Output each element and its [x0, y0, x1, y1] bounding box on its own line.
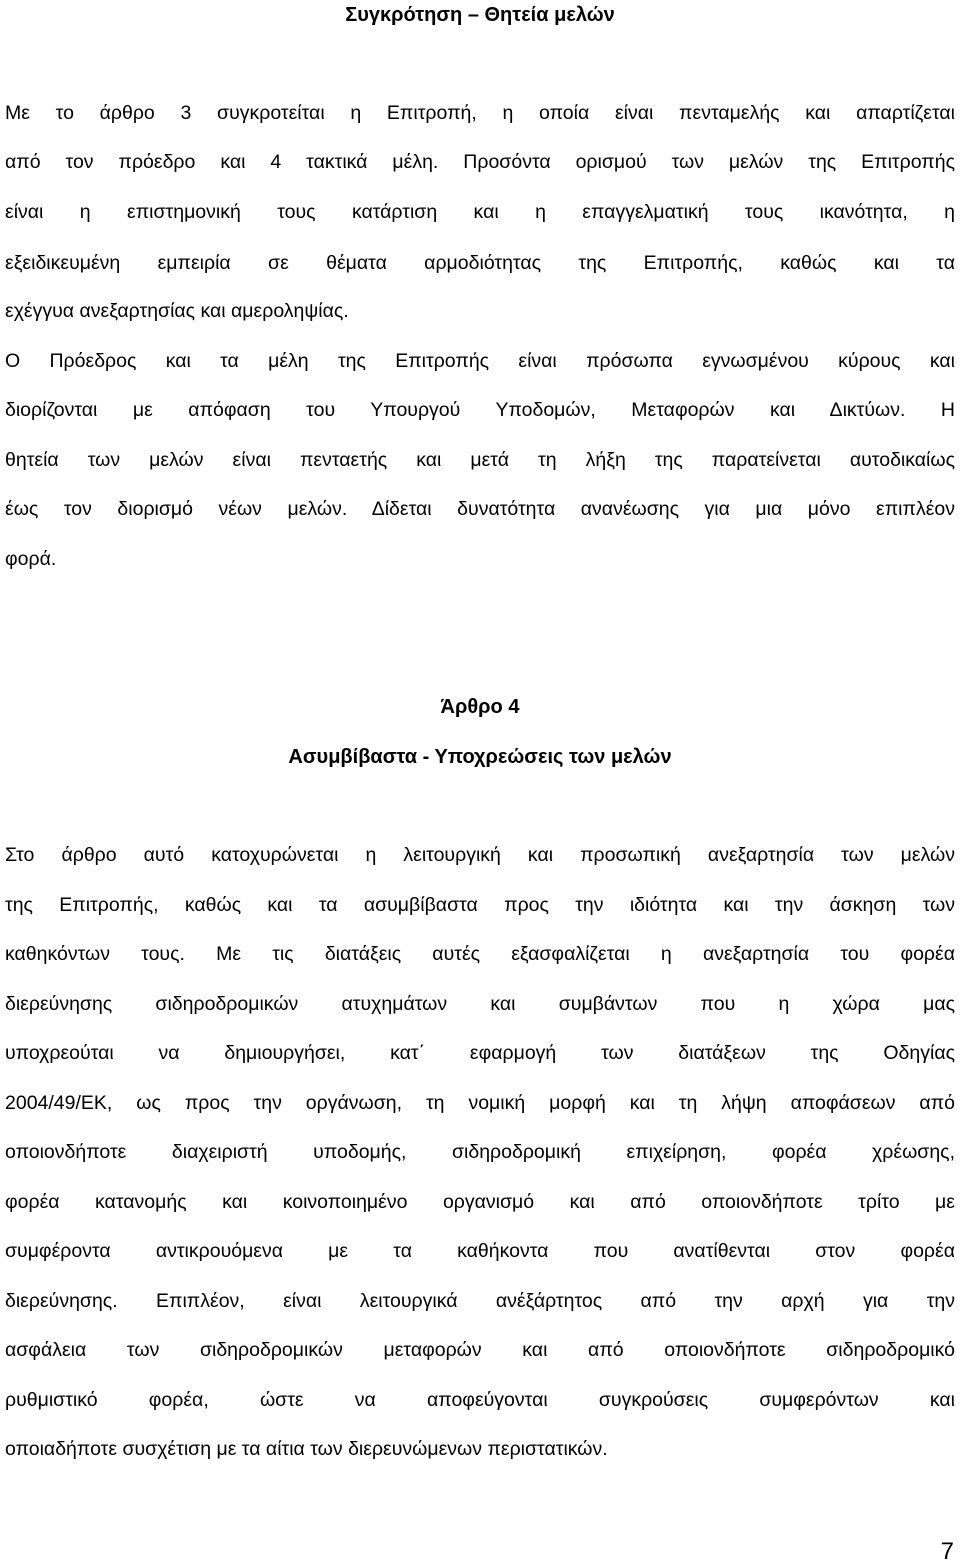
text-line: φορά. — [5, 548, 57, 570]
section-title: Συγκρότηση – Θητεία μελών — [345, 4, 615, 26]
text-line: από τον πρόεδρο και 4 τακτικά μέλη. Προσόντα ορισμού των μελών της Επιτροπής — [5, 151, 955, 173]
text-line: 2004/49/ΕΚ, ως προς την οργάνωση, τη νομική μορφή και τη λήψη αποφάσεων από — [5, 1092, 955, 1114]
text-line: καθηκόντων τους. Με τις διατάξεις αυτές εξασφαλίζεται η ανεξαρτησία του φορέα — [5, 943, 955, 965]
article-number: Άρθρο 4 — [440, 696, 520, 718]
text-line: είναι η επιστημονική τους κατάρτιση και η επαγγελματική τους ικανότητα, η — [5, 201, 955, 223]
page-number: 7 — [940, 1538, 954, 1565]
text-line: της Επιτροπής, καθώς και τα ασυμβίβαστα προς την ιδιότητα και την άσκηση των — [5, 894, 955, 916]
text-line: συμφέροντα αντικρουόμενα με τα καθήκοντα που ανατίθενται στον φορέα — [5, 1240, 955, 1262]
text-line: Στο άρθρο αυτό κατοχυρώνεται η λειτουργική και προσωπική ανεξαρτησία των μελών — [5, 844, 955, 866]
text-line: θητεία των μελών είναι πενταετής και μετά τη λήξη της παρατείνεται αυτοδικαίως — [5, 449, 955, 471]
text-line: διορίζονται με απόφαση του Υπουργού Υποδομών, Μεταφορών και Δικτύων. Η — [5, 399, 955, 421]
text-line: οποιαδήποτε συσχέτιση με τα αίτια των διερευνώμενων περιστατικών. — [5, 1438, 608, 1460]
text-line: φορέα κατανομής και κοινοποιημένο οργανισμό και από οποιονδήποτε τρίτο με — [5, 1191, 955, 1213]
text-line: διερεύνησης. Επιπλέον, είναι λειτουργικά ανέξάρτητος από την αρχή για την — [5, 1290, 955, 1312]
text-line: υποχρεούται να δημιουργήσει, κατ΄ εφαρμογή των διατάξεων της Οδηγίας — [5, 1042, 955, 1064]
text-line: έως τον διορισμό νέων μελών. Δίδεται δυνατότητα ανανέωσης για μια μόνο επιπλέον — [5, 498, 955, 520]
text-line: εξειδικευμένη εμπειρία σε θέματα αρμοδιότητας της Επιτροπής, καθώς και τα — [5, 252, 955, 274]
text-line: Ο Πρόεδρος και τα μέλη της Επιτροπής είναι πρόσωπα εγνωσμένου κύρους και — [5, 350, 955, 372]
text-line: οποιονδήποτε διαχειριστή υποδομής, σιδηροδρομική επιχείρηση, φορέα χρέωσης, — [5, 1141, 955, 1163]
text-line: εχέγγυα ανεξαρτησίας και αμεροληψίας. — [5, 300, 349, 322]
text-line: ασφάλεια των σιδηροδρομικών μεταφορών και από οποιονδήποτε σιδηροδρομικό — [5, 1339, 955, 1361]
text-line: ρυθμιστικό φορέα, ώστε να αποφεύγονται συγκρούσεις συμφερόντων και — [5, 1389, 955, 1411]
text-line: Με το άρθρο 3 συγκροτείται η Επιτροπή, η οποία είναι πενταμελής και απαρτίζεται — [5, 102, 955, 124]
article-title: Ασυμβίβαστα - Υποχρεώσεις των μελών — [288, 746, 672, 768]
text-line: διερεύνησης σιδηροδρομικών ατυχημάτων και συμβάντων που η χώρα μας — [5, 993, 955, 1015]
